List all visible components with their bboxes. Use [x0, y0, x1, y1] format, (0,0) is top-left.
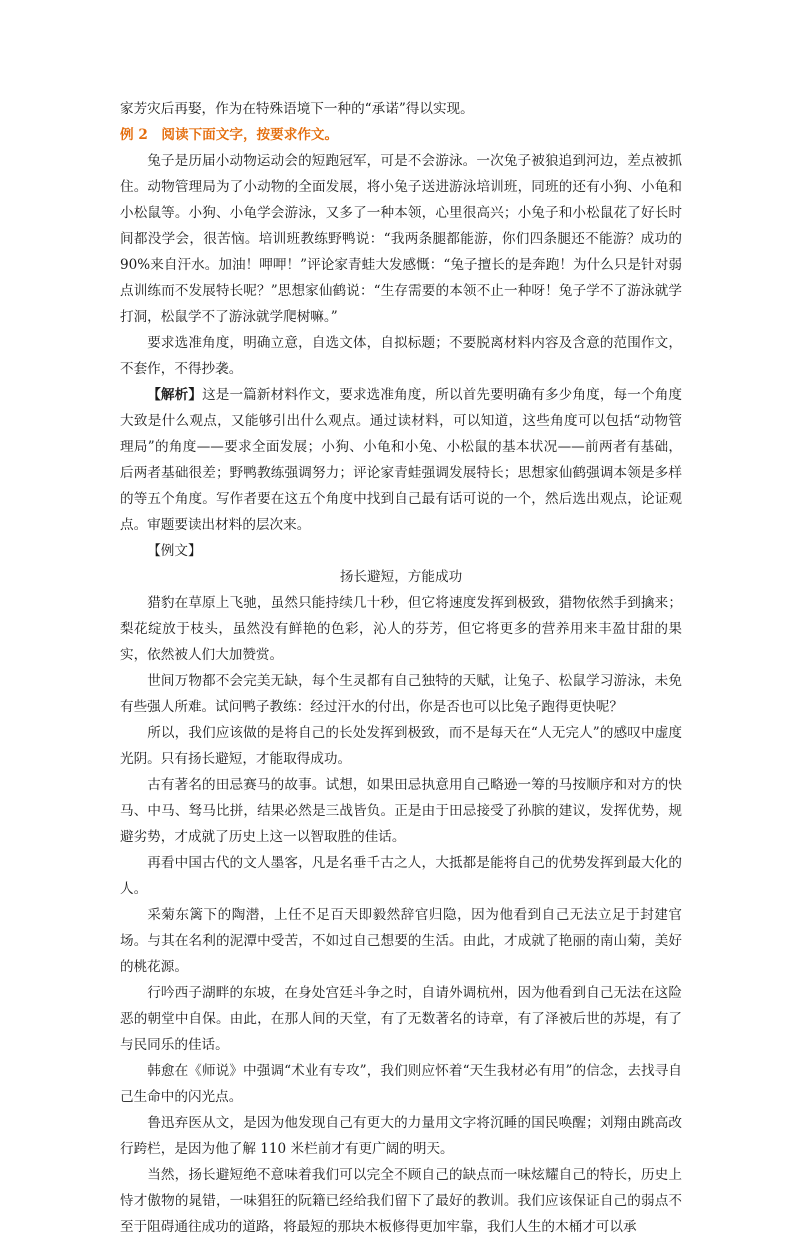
essay-paragraph: 采菊东篱下的陶潜，上任不足百天即毅然辞官归隐，因为他看到自己无法立足于封建官场。与其在名利的泥潭中受苦，不如过自己想要的生活。由此，才成就了艳丽的南山菊，美好的桃花源。 [120, 907, 682, 975]
continued-line: 家芳灾后再娶，作为在特殊语境下一种的“承诺”得以实现。 [120, 101, 474, 117]
essay-paragraph: 世间万物都不会完美无缺，每个生灵都有自己独特的天赋，让兔子、松鼠学习游泳，未免有些强人所难。试问鸭子教练：经过汗水的付出，你是否也可以比兔子跑得更快呢？ [120, 673, 682, 715]
essay-title: 扬长避短，方能成功 [339, 569, 463, 585]
analysis-paragraph [120, 382, 682, 538]
essay-paragraph: 行吟西子湖畔的东坡，在身处宫廷斗争之时，自请外调杭州，因为他看到自己无法在这险恶的朝堂中自保。由此，在那人间的天堂，有了无数著名的诗章，有了泽被后世的苏堤，有了与民同乐的佳话。 [120, 985, 682, 1053]
analysis-text: 这是一篇新材料作文，要求选准角度，所以首先要明确有多少角度，每一个角度大致是什么观点，又能够引出什么观点。通过读材料，可以知道，这些角度可以包括“动物管理局”的角度——要求全面发展；小狗、小龟和小兔、小松鼠的基本状况——前两者有基础，后两者基础很差；野鸭教练强调努力；评论家青蛙强调发展特长；思想家仙鹤强调本领是多样的等五个角度。写作者要在这五个角度中找到自己最有话可说的一个，然后选出观点，论证观点。审题要读出材料的层次来。 [120, 387, 683, 533]
material-paragraph: 兔子是历届小动物运动会的短跑冠军，可是不会游泳。一次兔子被狼追到河边，差点被抓住。动物管理局为了小动物的全面发展，将小兔子送进游泳培训班，同班的还有小狗、小龟和小松鼠等。小狗、小龟学会游泳，又多了一种本领，心里很高兴；小兔子和小松鼠花了好长时间都没学会，很苦恼。培训班教练野鸭说：“我两条腿都能游，你们四条腿还不能游？成功的90%来自汗水。加油！呷呷！”评论家青蛙大发感慨：“兔子擅长的是奔跑！为什么只是针对弱点训练而不发展特长呢？”思想家仙鹤说：“生存需要的本领不止一种呀！兔子学不了游泳就学打洞，松鼠学不了游泳就学爬树嘛。” [120, 153, 682, 325]
essay-paragraph: 当然，扬长避短绝不意味着我们可以完全不顾自己的缺点而一味炫耀自己的特长，历史上恃才傲物的晁错，一味猖狂的阮籍已经给我们留下了最好的教训。我们应该保证自己的弱点不至于阻碍通往成功的道路，将最短的那块木板修得更加牢靠，我们人生的木桶才可以承 [120, 1167, 682, 1235]
essay-paragraph: 韩愈在《师说》中强调“术业有专攻”，我们则应怀着“天生我材必有用”的信念，去找寻自己生命中的闪光点。 [120, 1063, 682, 1105]
essay-paragraph: 鲁迅弃医从文，是因为他发现自己有更大的力量用文字将沉睡的国民唤醒；刘翔由跳高改行跨栏，是因为他了解 110 米栏前才有更广阔的明天。 [120, 1115, 682, 1157]
requirement-paragraph: 要求选准角度，明确立意，自选文体，自拟标题；不要脱离材料内容及含意的范围作文，不套作，不得抄袭。 [120, 335, 682, 377]
sample-tag: 【例文】 [147, 543, 202, 559]
essay-paragraph: 所以，我们应该做的是将自己的长处发挥到极致，而不是每天在“人无完人”的感叹中虚度光阴。只有扬长避短，才能取得成功。 [120, 725, 682, 767]
analysis-tag: 【解析】 [147, 387, 203, 403]
page-body [120, 96, 682, 1240]
essay-paragraph: 猎豹在草原上飞驰，虽然只能持续几十秒，但它将速度发挥到极致，猎物依然手到擒来；梨花绽放于枝头，虽然没有鲜艳的色彩，沁人的芬芳，但它将更多的营养用来丰盈甘甜的果实，依然被人们大加赞赏。 [120, 595, 682, 663]
essay-paragraph: 古有著名的田忌赛马的故事。试想，如果田忌执意用自己略逊一筹的马按顺序和对方的快马、中马、驽马比拼，结果必然是三战皆负。正是由于田忌接受了孙膑的建议，发挥优势，规避劣势，才成就了历史上这一以智取胜的佳话。 [120, 777, 682, 845]
essay-paragraph: 再看中国古代的文人墨客，凡是名垂千古之人，大抵都是能将自己的优势发挥到最大化的人。 [120, 855, 682, 897]
example-2-heading: 例 2 阅读下面文字，按要求作文。 [120, 127, 339, 143]
